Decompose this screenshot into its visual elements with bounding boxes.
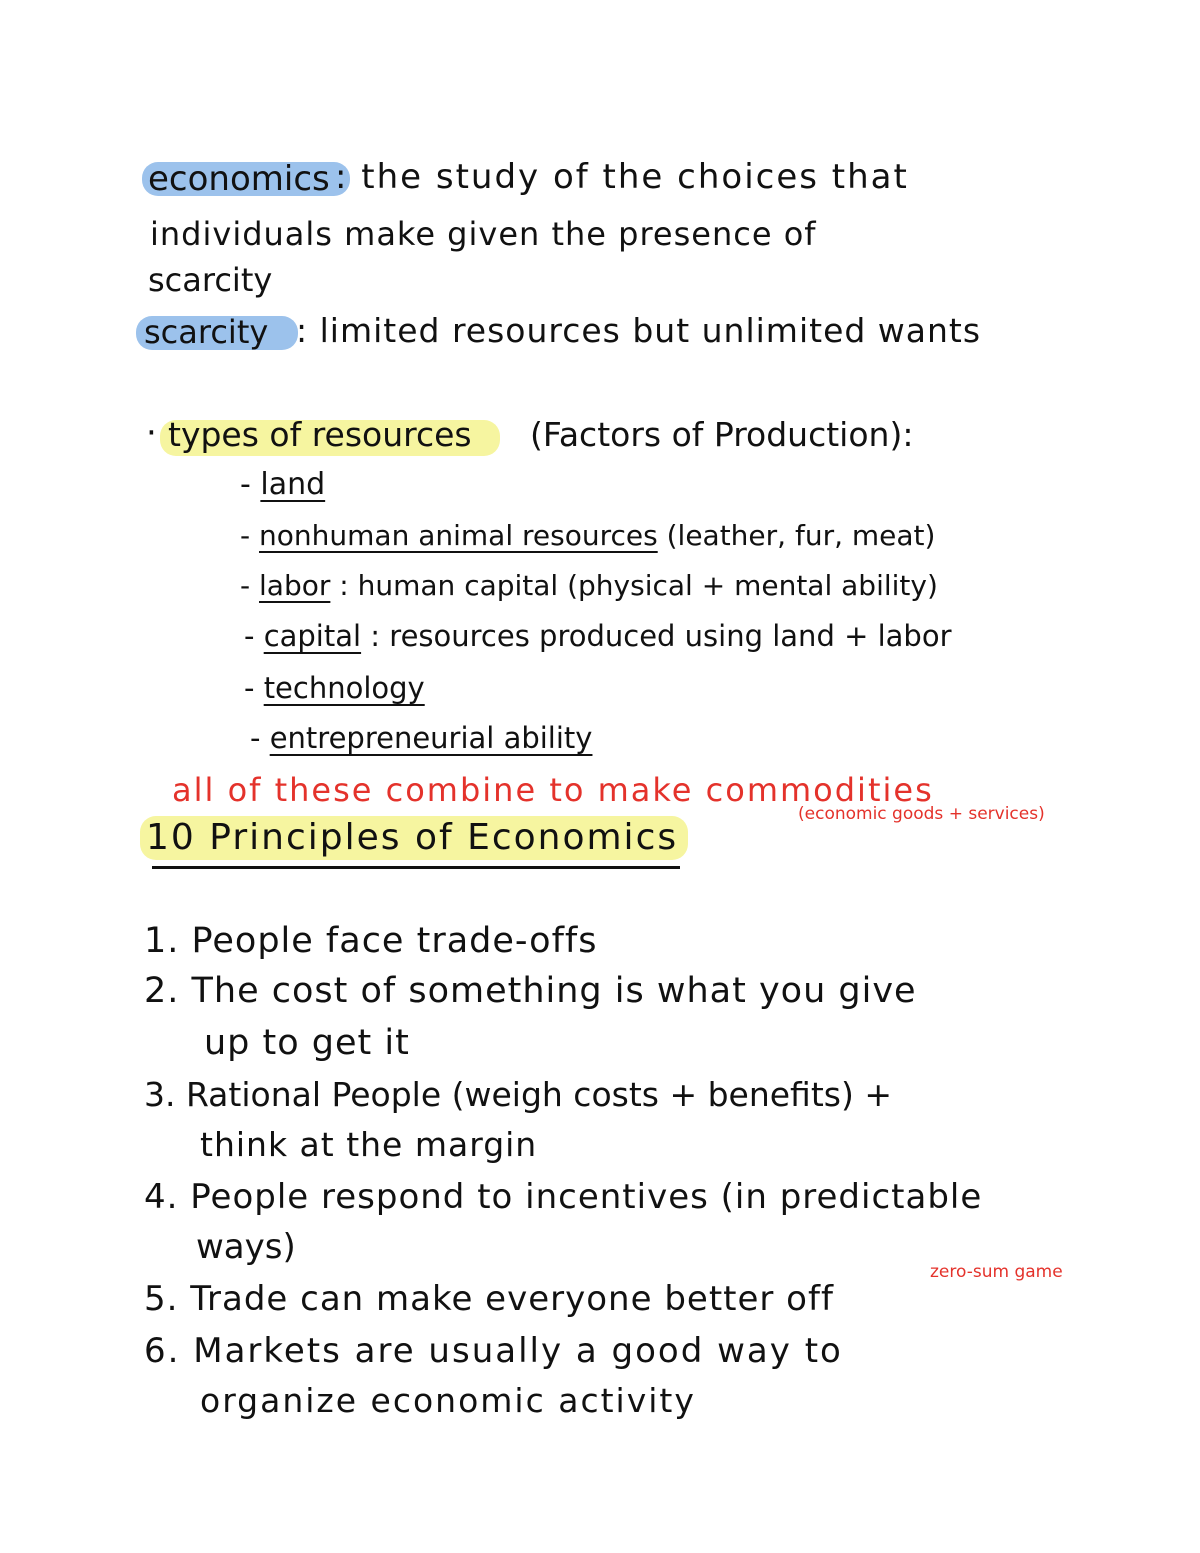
resource-item (244, 619, 952, 653)
item-rest: : resources produced using land + labor (370, 619, 952, 653)
principle-line: 6. Markets are usually a good way to (144, 1331, 843, 1371)
item-dash: - (250, 721, 261, 755)
item-rest: (leather, fur, meat) (666, 519, 936, 552)
item-dash: - (244, 619, 255, 653)
title-underline (152, 866, 680, 869)
item-term: capital (263, 619, 362, 653)
combine-note: all of these combine to make commodities (172, 771, 934, 809)
resource-item (240, 569, 938, 602)
principle-line: ways) (196, 1227, 296, 1267)
economics-definition-line2: individuals make given the presence of (150, 215, 817, 253)
item-term: land (260, 467, 326, 502)
principle-line: organize economic activity (200, 1381, 696, 1420)
item-term: labor (259, 569, 331, 602)
item-dash: - (240, 519, 251, 552)
resource-item (244, 671, 425, 705)
principle-line: 1. People face trade-offs (144, 921, 598, 961)
scarcity-term: scarcity (144, 313, 269, 351)
resources-heading: types of resources (168, 415, 472, 454)
resources-bullet: · (146, 413, 157, 453)
resources-heading-rest: (Factors of Production): (530, 415, 914, 454)
principles-title: 10 Principles of Economics (146, 817, 679, 858)
commodities-note: (economic goods + services) (798, 804, 1045, 824)
item-dash: - (244, 671, 255, 705)
resource-item (240, 467, 326, 502)
item-term: nonhuman animal resources (259, 519, 658, 552)
principle-line: 2. The cost of something is what you give (144, 971, 917, 1011)
principle-line: 5. Trade can make everyone better off (144, 1279, 834, 1319)
item-dash: - (240, 467, 251, 502)
item-term: technology (263, 671, 425, 705)
economics-definition-line3: scarcity (148, 261, 273, 299)
principle-line: up to get it (204, 1023, 410, 1063)
resource-item (240, 519, 936, 552)
item-rest: : human capital (physical + mental ability) (339, 569, 938, 602)
economics-definition-line1: : the study of the choices that (335, 157, 909, 197)
resource-item (250, 721, 593, 755)
principle-line: think at the margin (200, 1125, 538, 1164)
item-dash: - (240, 569, 251, 602)
economics-term: economics (148, 159, 330, 199)
principle-line: 4. People respond to incentives (in predictable (144, 1177, 983, 1217)
zero-sum-note: zero-sum game (930, 1262, 1063, 1282)
item-term: entrepreneurial ability (269, 721, 593, 755)
scarcity-definition: : limited resources but unlimited wants (296, 311, 982, 350)
principle-line: 3. Rational People (weigh costs + benefits) + (144, 1075, 892, 1114)
